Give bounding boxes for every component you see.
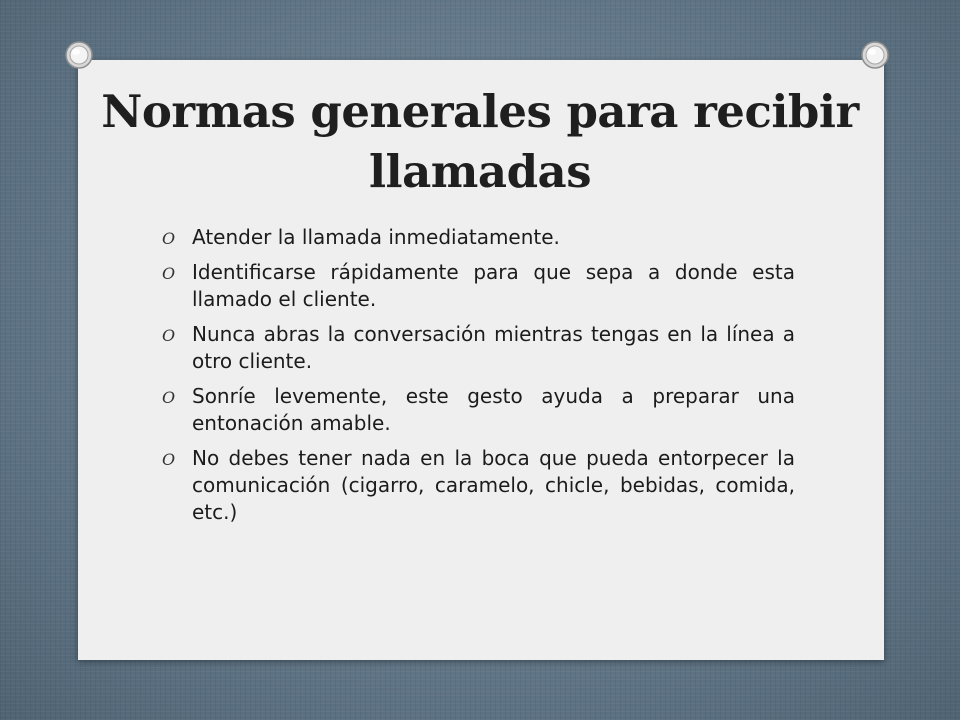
bullet-text: Nunca abras la conversación mientras tengas en la línea a otro cliente. [192,322,795,373]
bullet-marker: O [162,229,176,248]
bullet-item [162,224,795,251]
bullet-item [162,321,795,375]
bullet-marker: O [162,264,176,283]
pushpin-icon [860,40,890,70]
pushpin-icon [64,40,94,70]
bullet-text: No debes tener nada en la boca que pueda entorpecer la comunicación (cigarro, caramelo, chicle, bebidas, comida, etc.) [192,446,795,524]
bullet-text: Atender la llamada inmediatamente. [192,225,560,249]
bullet-item [162,259,795,313]
bullet-marker: O [162,326,176,345]
slide-title: Normas generales para recibir llamadas [101,85,859,198]
bullet-marker: O [162,450,176,469]
bullet-text: Sonríe levemente, este gesto ayuda a preparar una entonación amable. [192,384,795,435]
bullet-item [162,445,795,526]
bullet-list [162,224,795,534]
bullet-marker: O [162,388,176,407]
bullet-item [162,383,795,437]
bullet-text: Identificarse rápidamente para que sepa a donde esta llamado el cliente. [192,260,795,311]
